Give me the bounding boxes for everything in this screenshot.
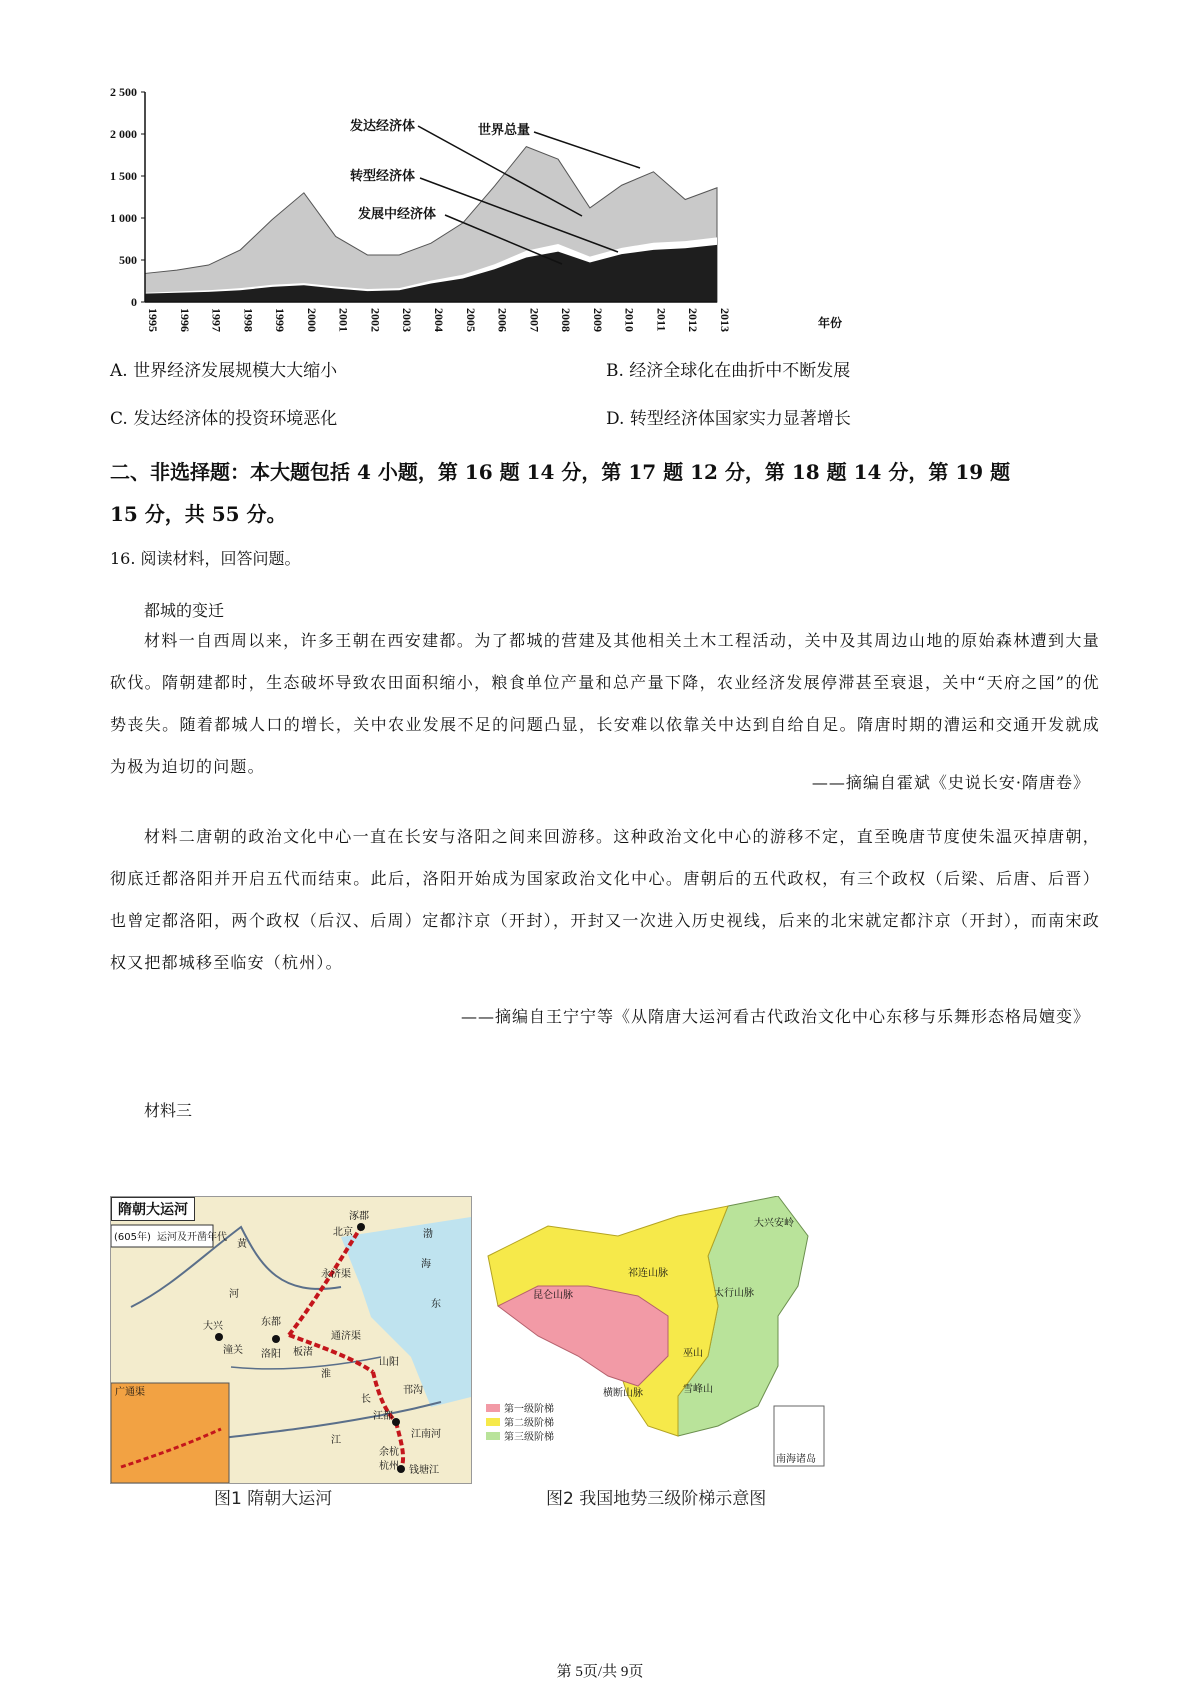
x-tick-label: 2007 [527, 308, 542, 332]
option-b: B. 经济全球化在曲折中不断发展 [606, 361, 851, 381]
legend-swatch-step3 [486, 1432, 500, 1440]
label-yuhang: 余杭 [379, 1447, 399, 1458]
y-tick-label: 2 500 [110, 85, 137, 99]
label-luoyang: 洛阳 [261, 1349, 281, 1360]
y-tick-label: 500 [119, 253, 137, 267]
x-tick-label: 2004 [432, 308, 446, 332]
city-daxing [215, 1333, 223, 1341]
x-tick-label: 1997 [209, 308, 224, 332]
map2-caption: 图2 我国地势三级阶梯示意图 [546, 1489, 767, 1509]
label-huang: 黄 [237, 1239, 247, 1250]
label-south-sea: 南海诸岛 [776, 1454, 816, 1465]
label-daxing: 大兴 [203, 1321, 223, 1332]
x-tick-label: 2005 [463, 308, 478, 332]
x-axis-label: 年份 [818, 316, 843, 330]
label-tongji: 通济渠 [331, 1331, 361, 1342]
label-hangou: 邗沟 [403, 1385, 423, 1396]
x-tick-label: 2012 [686, 308, 701, 332]
map1-legend-year: (605年) [114, 1232, 151, 1243]
legend-step2: 第二级阶梯 [504, 1418, 554, 1429]
y-tick-label: 1 000 [110, 211, 137, 225]
x-tick-label: 2010 [622, 308, 637, 332]
label-kunlun: 昆仑山脉 [533, 1290, 573, 1301]
label-qilian: 祁连山脉 [628, 1268, 668, 1279]
label-hai: 海 [421, 1259, 431, 1270]
material-1: 材料一自西周以来，许多王朝在西安建都。为了都城的营建及其他相关土木工程活动，关中及其周边山地的原始森林遭到大量砍伐。隋朝建都时，生态破坏导致农田面积缩小，粮食单位产量和总产量下降，农业经济发展停滞甚至衰退，关中“天府之国”的优势丧失。随着都城人口的增长，关中农业发展不足的问题凸显，长安难以依靠关中达到自给自足。隋唐时期的漕运和交通开发就成为极为迫切的问题。 [110, 631, 1100, 776]
label-taihang: 太行山脉 [714, 1288, 754, 1299]
label-chang: 长 [361, 1394, 371, 1405]
x-tick-label: 1998 [241, 308, 256, 332]
terrain-steps-drawing [478, 1196, 838, 1482]
x-tick-label: 1995 [146, 308, 160, 332]
label-xuefeng: 雪峰山 [683, 1384, 713, 1395]
label-daxinganling: 大兴安岭 [754, 1218, 794, 1229]
label-zhuojun: 涿郡 [349, 1211, 369, 1222]
material-3-label: 材料三 [144, 1101, 193, 1120]
x-tick-label: 2000 [304, 308, 319, 332]
annotation-transition: 转型经济体 [350, 169, 416, 184]
label-bo: 渤 [423, 1229, 433, 1240]
terrain-step-1 [498, 1286, 668, 1386]
legend-swatch-step2 [486, 1418, 500, 1426]
x-tick-label: 2008 [559, 308, 574, 332]
label-jiangdu: 江都 [373, 1411, 393, 1422]
section-heading [110, 451, 1100, 535]
label-tongguan: 潼关 [223, 1345, 243, 1356]
option-a: A. 世界经济发展规模大大缩小 [110, 361, 338, 381]
label-jiangnan: 江南河 [411, 1429, 441, 1440]
city-zhuojun [357, 1223, 365, 1231]
material-2: 材料二唐朝的政治文化中心一直在长安与洛阳之间来回游移。这种政治文化中心的游移不定，直至晚唐节度使朱温灭掉唐朝，彻底迁都洛阳并开启五代而结束。此后，洛阳开始成为国家政治文化中心。唐朝后的五代政权，有三个政权（后梁、后唐、后晋）也曾定都洛阳，两个政权（后汉、后周）定都汴京（开封），开封又一次进入历史视线，后来的北宋就定都汴京（开封），而南宋政权又把都城移至临安（杭州）。 [110, 827, 1100, 972]
sui-canal-map [110, 1196, 472, 1484]
label-qiantang: 钱塘江 [409, 1465, 439, 1476]
question-number: 16. 阅读材料，回答问题。 [110, 549, 301, 568]
section-heading-line1: 二、非选择题：本大题包括 4 小题，第 16 题 14 分，第 17 题 12 分，第 18 题 14 分，第 19 题 [110, 460, 1011, 484]
question-topic: 都城的变迁 [144, 601, 225, 620]
economic-area-chart [100, 80, 860, 380]
city-luoyang [272, 1335, 280, 1343]
x-tick-label: 1999 [273, 308, 288, 332]
inset-label: 广通渠 [115, 1387, 145, 1398]
x-tick-label: 2011 [654, 308, 669, 332]
terrain-steps-map [478, 1196, 838, 1482]
annotation-world-total: 世界总量 [478, 123, 531, 138]
label-hangzhou: 杭州 [379, 1461, 399, 1472]
x-tick-label: 2003 [400, 308, 415, 332]
label-dongdu: 东都 [261, 1317, 281, 1328]
material-2-source: ——摘编自王宁宁等《从隋唐大运河看古代政治文化中心东移与乐舞形态格局嬗变》 [460, 1007, 1090, 1026]
option-c: C. 发达经济体的投资环境恶化 [110, 409, 338, 429]
legend-step3: 第三级阶梯 [504, 1432, 554, 1443]
page-footer: 第 5页/共 9页 [556, 1664, 644, 1680]
label-wushan: 巫山 [683, 1348, 703, 1359]
label-beijing: 北京 [333, 1227, 353, 1238]
city-jiangdu [392, 1418, 400, 1426]
label-huai: 淮 [321, 1369, 331, 1380]
x-tick-label: 2006 [495, 308, 510, 332]
label-yongji: 永济渠 [321, 1269, 351, 1280]
x-tick-labels [146, 308, 732, 332]
x-tick-label: 1996 [177, 308, 192, 332]
chart-areas [145, 147, 717, 302]
label-he: 河 [229, 1289, 239, 1300]
map2-legend [486, 1402, 554, 1443]
y-tick-label: 2 000 [110, 127, 137, 141]
y-tick-label: 1 500 [110, 169, 137, 183]
x-tick-label: 2001 [336, 308, 351, 332]
map1-caption: 图1 隋朝大运河 [214, 1489, 333, 1509]
sui-canal-map-drawing [111, 1197, 471, 1483]
legend-step1: 第一级阶梯 [504, 1404, 554, 1415]
x-tick-label: 2013 [718, 308, 732, 332]
x-tick-label: 2002 [368, 308, 383, 332]
label-hengduan: 横断山脉 [603, 1388, 643, 1399]
y-tick-label: 0 [131, 295, 137, 309]
label-banzhu: 板渚 [293, 1347, 313, 1358]
section-heading-line2: 15 分，共 55 分。 [110, 502, 287, 526]
label-shanyang: 山阳 [379, 1357, 399, 1368]
map1-legend-text: 运河及开凿年代 [157, 1232, 227, 1243]
option-d: D. 转型经济体国家实力显著增长 [606, 409, 851, 429]
map1-title: 隋朝大运河 [111, 1197, 195, 1221]
label-jiang: 江 [331, 1435, 341, 1446]
legend-swatch-step1 [486, 1404, 500, 1412]
annotation-developed: 发达经济体 [350, 119, 416, 134]
y-tick-labels [110, 85, 145, 309]
annotation-developing: 发展中经济体 [358, 207, 437, 222]
material-1-source: ——摘编自霍斌《史说长安·隋唐卷》 [811, 773, 1090, 792]
x-tick-label: 2009 [590, 308, 605, 333]
label-dong: 东 [431, 1299, 441, 1310]
